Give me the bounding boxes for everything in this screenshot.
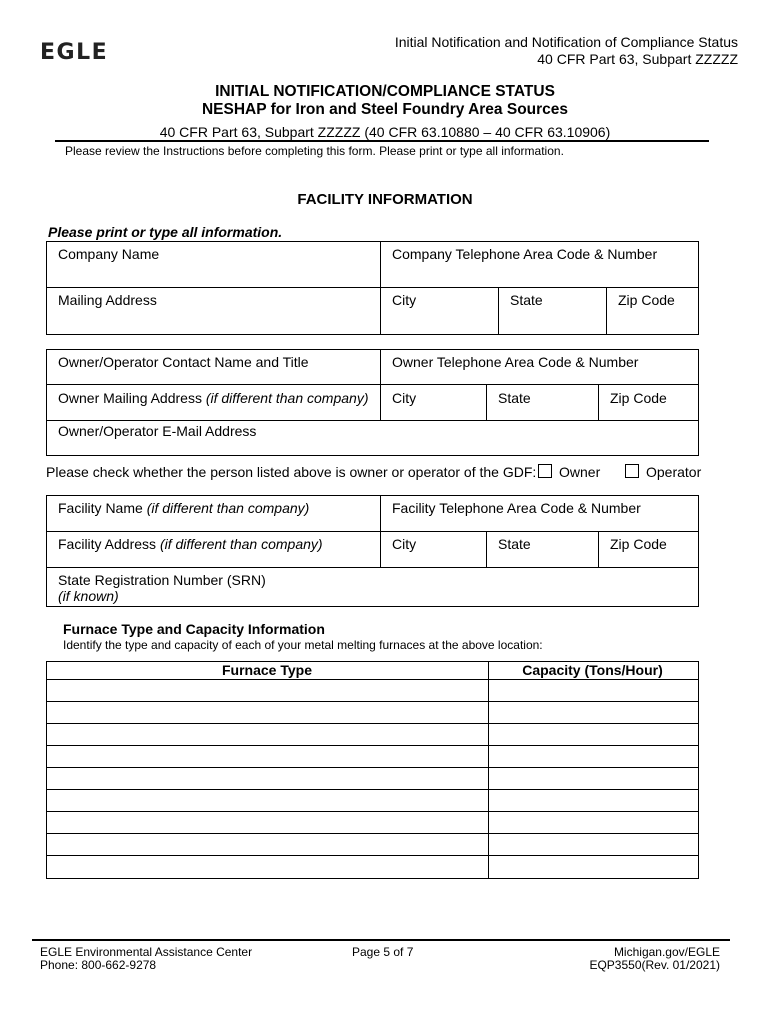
facility-name-field[interactable]: [58, 500, 309, 516]
facility-address-note: (if different than company): [159, 536, 323, 552]
furnace-section-title: Furnace Type and Capacity Information: [63, 621, 325, 637]
capacity-cell[interactable]: [492, 836, 693, 854]
owner-city-divider: [486, 384, 487, 421]
furnace-type-cell[interactable]: [50, 726, 484, 744]
facility-address-label: Facility Address: [58, 536, 157, 552]
company-city-field[interactable]: City: [392, 292, 417, 308]
facility-address-field[interactable]: [58, 536, 323, 552]
furnace-row-divider: [46, 679, 698, 680]
owner-contact-field[interactable]: Owner/Operator Contact Name and Title: [58, 354, 309, 370]
owner-operator-question: Please check whether the person listed above is owner or operator of the GDF:: [46, 464, 537, 480]
owner-row-divider-1: [46, 384, 698, 385]
furnace-row-divider: [46, 833, 698, 834]
capacity-header: Capacity (Tons/Hour): [522, 662, 663, 678]
owner-address-field[interactable]: [58, 390, 368, 406]
furnace-row-divider: [46, 723, 698, 724]
furnace-section-description: Identify the type and capacity of each of your metal melting furnaces at the above location:: [63, 638, 543, 652]
footer-contact: [40, 946, 252, 972]
form-subtitle: NESHAP for Iron and Steel Foundry Area Sources: [201, 101, 569, 118]
furnace-type-cell[interactable]: [50, 682, 484, 700]
furnace-type-cell[interactable]: [50, 748, 484, 766]
owner-phone-field[interactable]: Owner Telephone Area Code & Number: [392, 354, 639, 370]
facility-row-divider-2: [46, 567, 698, 568]
header-line-2: 40 CFR Part 63, Subpart ZZZZZ: [537, 51, 738, 67]
facility-city-divider: [486, 531, 487, 568]
srn-note: (if known): [58, 588, 119, 604]
furnace-row-divider: [46, 855, 698, 856]
header-reference: [395, 34, 738, 68]
srn-field[interactable]: [58, 572, 266, 604]
owner-col-divider: [380, 349, 381, 421]
company-city-divider: [498, 287, 499, 334]
owner-email-field[interactable]: Owner/Operator E-Mail Address: [58, 423, 257, 439]
furnace-type-cell[interactable]: [50, 858, 484, 876]
furnace-type-cell[interactable]: [50, 792, 484, 810]
furnace-row-divider: [46, 811, 698, 812]
owner-city-field[interactable]: City: [392, 390, 417, 406]
facility-col-divider: [380, 495, 381, 568]
furnace-type-cell[interactable]: [50, 814, 484, 832]
operator-checkbox[interactable]: [625, 464, 639, 478]
capacity-cell[interactable]: [492, 704, 693, 722]
footer-form-number: EQP3550(Rev. 01/2021): [589, 958, 720, 972]
capacity-cell[interactable]: [492, 748, 693, 766]
facility-name-label: Facility Name: [58, 500, 143, 516]
company-name-field[interactable]: Company Name: [58, 246, 160, 262]
company-phone-field[interactable]: Company Telephone Area Code & Number: [392, 246, 658, 262]
capacity-cell[interactable]: [492, 792, 693, 810]
footer-reference: [589, 946, 720, 972]
capacity-cell[interactable]: [492, 770, 693, 788]
capacity-cell[interactable]: [492, 682, 693, 700]
furnace-row-divider: [46, 767, 698, 768]
owner-address-label: Owner Mailing Address: [58, 390, 202, 406]
page-number: Page 5 of 7: [352, 945, 414, 959]
capacity-cell[interactable]: [492, 726, 693, 744]
facility-phone-field[interactable]: Facility Telephone Area Code & Number: [392, 500, 641, 516]
furnace-row-divider: [46, 701, 698, 702]
owner-zip-field[interactable]: Zip Code: [610, 390, 667, 406]
title-divider: [55, 140, 709, 142]
owner-option-label: Owner: [559, 464, 601, 480]
footer-divider: [32, 939, 730, 941]
owner-state-divider: [598, 384, 599, 421]
owner-address-note: (if different than company): [205, 390, 369, 406]
company-row-divider: [46, 287, 698, 288]
owner-row-divider-2: [46, 420, 698, 421]
cfr-reference: 40 CFR Part 63, Subpart ZZZZZ (40 CFR 63.10880 – 40 CFR 63.10906): [159, 124, 611, 140]
company-col-divider: [380, 241, 381, 334]
operator-option-label: Operator: [646, 464, 702, 480]
facility-name-note: (if different than company): [146, 500, 310, 516]
footer-center-name: EGLE Environmental Assistance Center: [40, 945, 253, 959]
facility-zip-field[interactable]: Zip Code: [610, 536, 667, 552]
furnace-type-header: Furnace Type: [222, 662, 312, 678]
facility-state-divider: [598, 531, 599, 568]
company-state-field[interactable]: State: [510, 292, 543, 308]
furnace-type-cell[interactable]: [50, 770, 484, 788]
owner-state-field[interactable]: State: [498, 390, 531, 406]
furnace-row-divider: [46, 789, 698, 790]
form-title: INITIAL NOTIFICATION/COMPLIANCE STATUS: [215, 83, 555, 100]
footer-phone: Phone: 800-662-9278: [40, 958, 157, 972]
furnace-type-cell[interactable]: [50, 704, 484, 722]
instructions-note: Please review the Instructions before completing this form. Please print or type all information.: [65, 144, 564, 158]
header-line-1: Initial Notification and Notification of Compliance Status: [394, 34, 738, 50]
facility-state-field[interactable]: State: [498, 536, 531, 552]
facility-city-field[interactable]: City: [392, 536, 417, 552]
facility-row-divider-1: [46, 531, 698, 532]
capacity-cell[interactable]: [492, 858, 693, 876]
company-zip-field[interactable]: Zip Code: [618, 292, 675, 308]
facility-info-heading: FACILITY INFORMATION: [297, 191, 473, 208]
footer-website: Michigan.gov/EGLE: [613, 945, 720, 959]
owner-checkbox[interactable]: [538, 464, 552, 478]
capacity-cell[interactable]: [492, 814, 693, 832]
mailing-address-field[interactable]: Mailing Address: [58, 292, 157, 308]
furnace-type-cell[interactable]: [50, 836, 484, 854]
company-state-divider: [606, 287, 607, 334]
furnace-row-divider: [46, 745, 698, 746]
furnace-col-divider: [488, 661, 489, 878]
print-note: Please print or type all information.: [48, 224, 283, 240]
srn-label: State Registration Number (SRN): [58, 572, 266, 588]
egle-logo: EGLE: [40, 40, 109, 65]
